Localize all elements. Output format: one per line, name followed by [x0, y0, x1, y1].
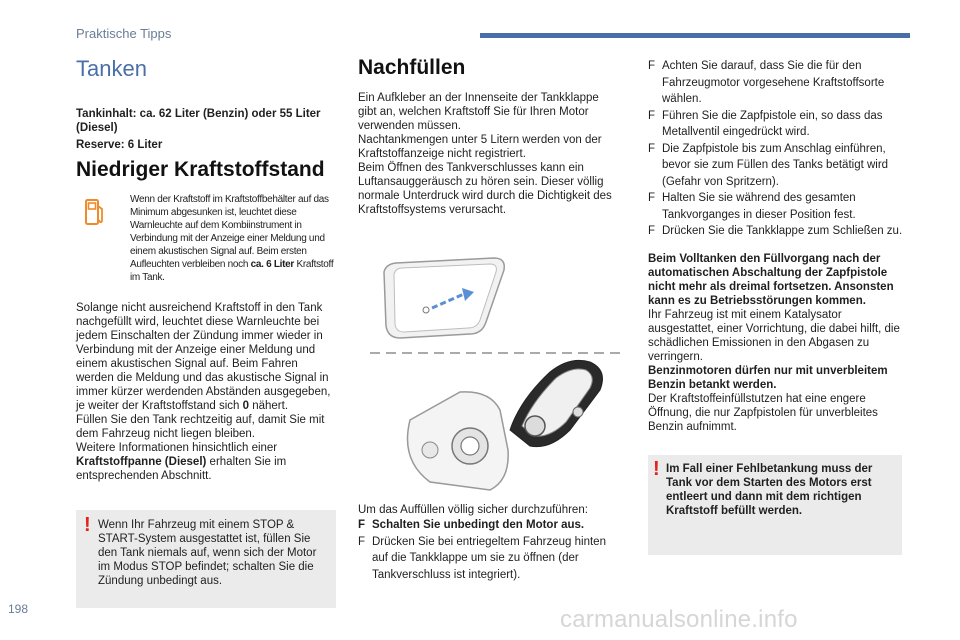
section-title-nachfuellen: Nachfüllen [358, 56, 466, 79]
fuel-pump-icon [84, 196, 106, 226]
stop-start-warning-text: Wenn Ihr Fahrzeug mit einem STOP & START-System ausgestattet ist, füllen Sie den Tank niemals auf, wenn sich der Motor im Modus STOP befindet; schalten Sie die Zündung unbedingt aus. [98, 519, 317, 587]
catalyst-info [648, 252, 910, 434]
low-fuel-body3: Weitere Informationen hinsichtlich einer [76, 442, 278, 454]
misfuel-warning-text: Im Fall einer Fehlbetankung muss der Tank vor dem Starten des Motors erst entleert und dann mit dem richtigen Kraftstoff befüllt werden. [666, 463, 873, 517]
step-text: Drücken Sie bei entriegeltem Fahrzeug hinten auf die Tankklappe um sie zu öffnen (der Tankverschluss ist integriert). [372, 535, 606, 581]
bullet-marker: F [358, 535, 366, 548]
low-fuel-body3-bold: Kraftstoffpanne (Diesel) [76, 456, 207, 468]
step-text: Drücken Sie die Tankklappe zum Schließen zu. [662, 225, 903, 237]
tank-capacity: Tankinhalt: ca. 62 Liter (Benzin) oder 55 Liter (Diesel) [76, 108, 321, 134]
volltanken-note: Beim Volltanken den Füllvorgang nach der automatischen Abschaltung der Zapfpistole nicht mehr als dreimal fortsetzen. Ansonsten kann es zu Betriebsstörungen kommen. [648, 253, 894, 307]
warning-icon: ! [653, 458, 660, 480]
refuel-steps [648, 58, 910, 240]
catalyst-text: Ihr Fahrzeug ist mit einem Katalysator ausgestattet, einer Vorrichtung, die dabei hilft, die schädlichen Emissionen in den Abgasen zu verringern. [648, 309, 900, 363]
warning-icon: ! [84, 514, 91, 536]
low-fuel-note [130, 193, 338, 284]
fuel-flap-illustration [370, 250, 620, 495]
unleaded-note: Benzinmotoren dürfen nur mit unverbleitem Benzin betankt werden. [648, 365, 888, 391]
section-title-tanken: Tanken [76, 56, 147, 81]
step-text: Die Zapfpistole bis zum Anschlag einführen, bevor sie zum Füllen des Tanks betätigt wird (Gefahr von Spritzern). [662, 142, 889, 188]
list-item [648, 141, 910, 191]
filler-neck-text: Der Kraftstoffeinfüllstutzen hat eine engere Öffnung, die nur Zapfpistolen für unverbleites Benzin aufnimmt. [648, 393, 878, 433]
bullet-marker: F [648, 60, 656, 72]
list-item [648, 190, 910, 223]
bullet-marker: F [648, 142, 656, 155]
step-text: Führen Sie die Zapfpistole ein, so dass das Metallventil eingedrückt wird. [662, 109, 883, 138]
bullet-marker: F [648, 192, 656, 204]
nachfuellen-p2: Nachtankmengen unter 5 Litern werden von der Kraftstoffanzeige nicht registriert. [358, 134, 602, 160]
low-fuel-body1-tail: nähert. [249, 400, 289, 412]
section-title-low-fuel: Niedriger Kraftstoffstand [76, 158, 325, 181]
watermark: carmanualsonline.info [560, 606, 798, 633]
bullet-marker: F [358, 519, 366, 531]
misfuel-warning-box [648, 455, 902, 555]
list-item [358, 534, 620, 584]
page-number: 198 [8, 602, 29, 616]
list-item [648, 223, 910, 240]
low-fuel-body3-tail: erhalten Sie im entsprechenden Abschnitt. [76, 456, 287, 482]
step-text: Schalten Sie unbedingt den Motor aus. [372, 519, 585, 531]
bullet-marker: F [648, 225, 656, 237]
list-item [358, 517, 620, 534]
nachfuellen-p1: Ein Aufkleber an der Innenseite der Tankklappe gibt an, welchen Kraftstoff Sie für Ihren Motor verwenden müssen. [358, 92, 599, 132]
nachfuellen-body [358, 91, 620, 217]
bullet-marker: F [648, 109, 656, 122]
nachfuellen-p3: Beim Öffnen des Tankverschlusses kann ein Luftansauggeräusch zu hören sein. Dieser völlig normale Unterdruck wird durch die Dichtigkeit des Kraftstoffsystems verursacht. [358, 162, 612, 216]
low-fuel-body1-bold: 0 [242, 400, 250, 412]
low-fuel-note-text: Wenn der Kraftstoff im Kraftstoffbehälter auf das Minimum abgesunken ist, leuchtet diese Warnleuchte auf dem Kombiinstrument in Verbindung mit der Anzeige einer Meldung und einem akustischen Signal auf. Beim ersten Aufleuchten verbleiben noch [130, 194, 329, 270]
nachfuellen-intro: Um das Auffüllen völlig sicher durchzuführen: [358, 504, 588, 516]
header-title: Praktische Tipps [76, 26, 172, 41]
stop-start-warning-box [76, 510, 336, 608]
low-fuel-body1: Solange nicht ausreichend Kraftstoff in den Tank nachgefüllt wird, leuchtet diese Warnleuchte bei jedem Einschalten der Zündung immer wieder in Verbindung mit der Anzeige einer Meldung und einem akustischen Signal auf. Beim Fahren werden die Meldung und das akustische Signal in immer kürzer werdenden Abständen ausgegeben, je weiter der Kraftstoffstand sich [76, 302, 331, 412]
list-item [648, 108, 910, 141]
list-item [648, 58, 910, 108]
nachfuellen-steps [358, 517, 620, 583]
step-text: Halten Sie sie während des gesamten Tankvorganges in dieser Position fest. [662, 192, 856, 221]
low-fuel-note-bold: ca. 6 Liter [250, 259, 294, 270]
low-fuel-body2: Füllen Sie den Tank rechtzeitig auf, damit Sie mit dem Fahrzeug nicht liegen bleiben. [76, 414, 325, 440]
step-text: Achten Sie darauf, dass Sie die für den Fahrzeugmotor vorgesehene Kraftstoffsorte wählen. [662, 60, 885, 105]
tank-reserve: Reserve: 6 Liter [76, 139, 163, 151]
header-bar [480, 33, 910, 38]
low-fuel-body [76, 301, 336, 483]
low-fuel-note-tail: Kraftstoff im Tank. [130, 259, 334, 283]
